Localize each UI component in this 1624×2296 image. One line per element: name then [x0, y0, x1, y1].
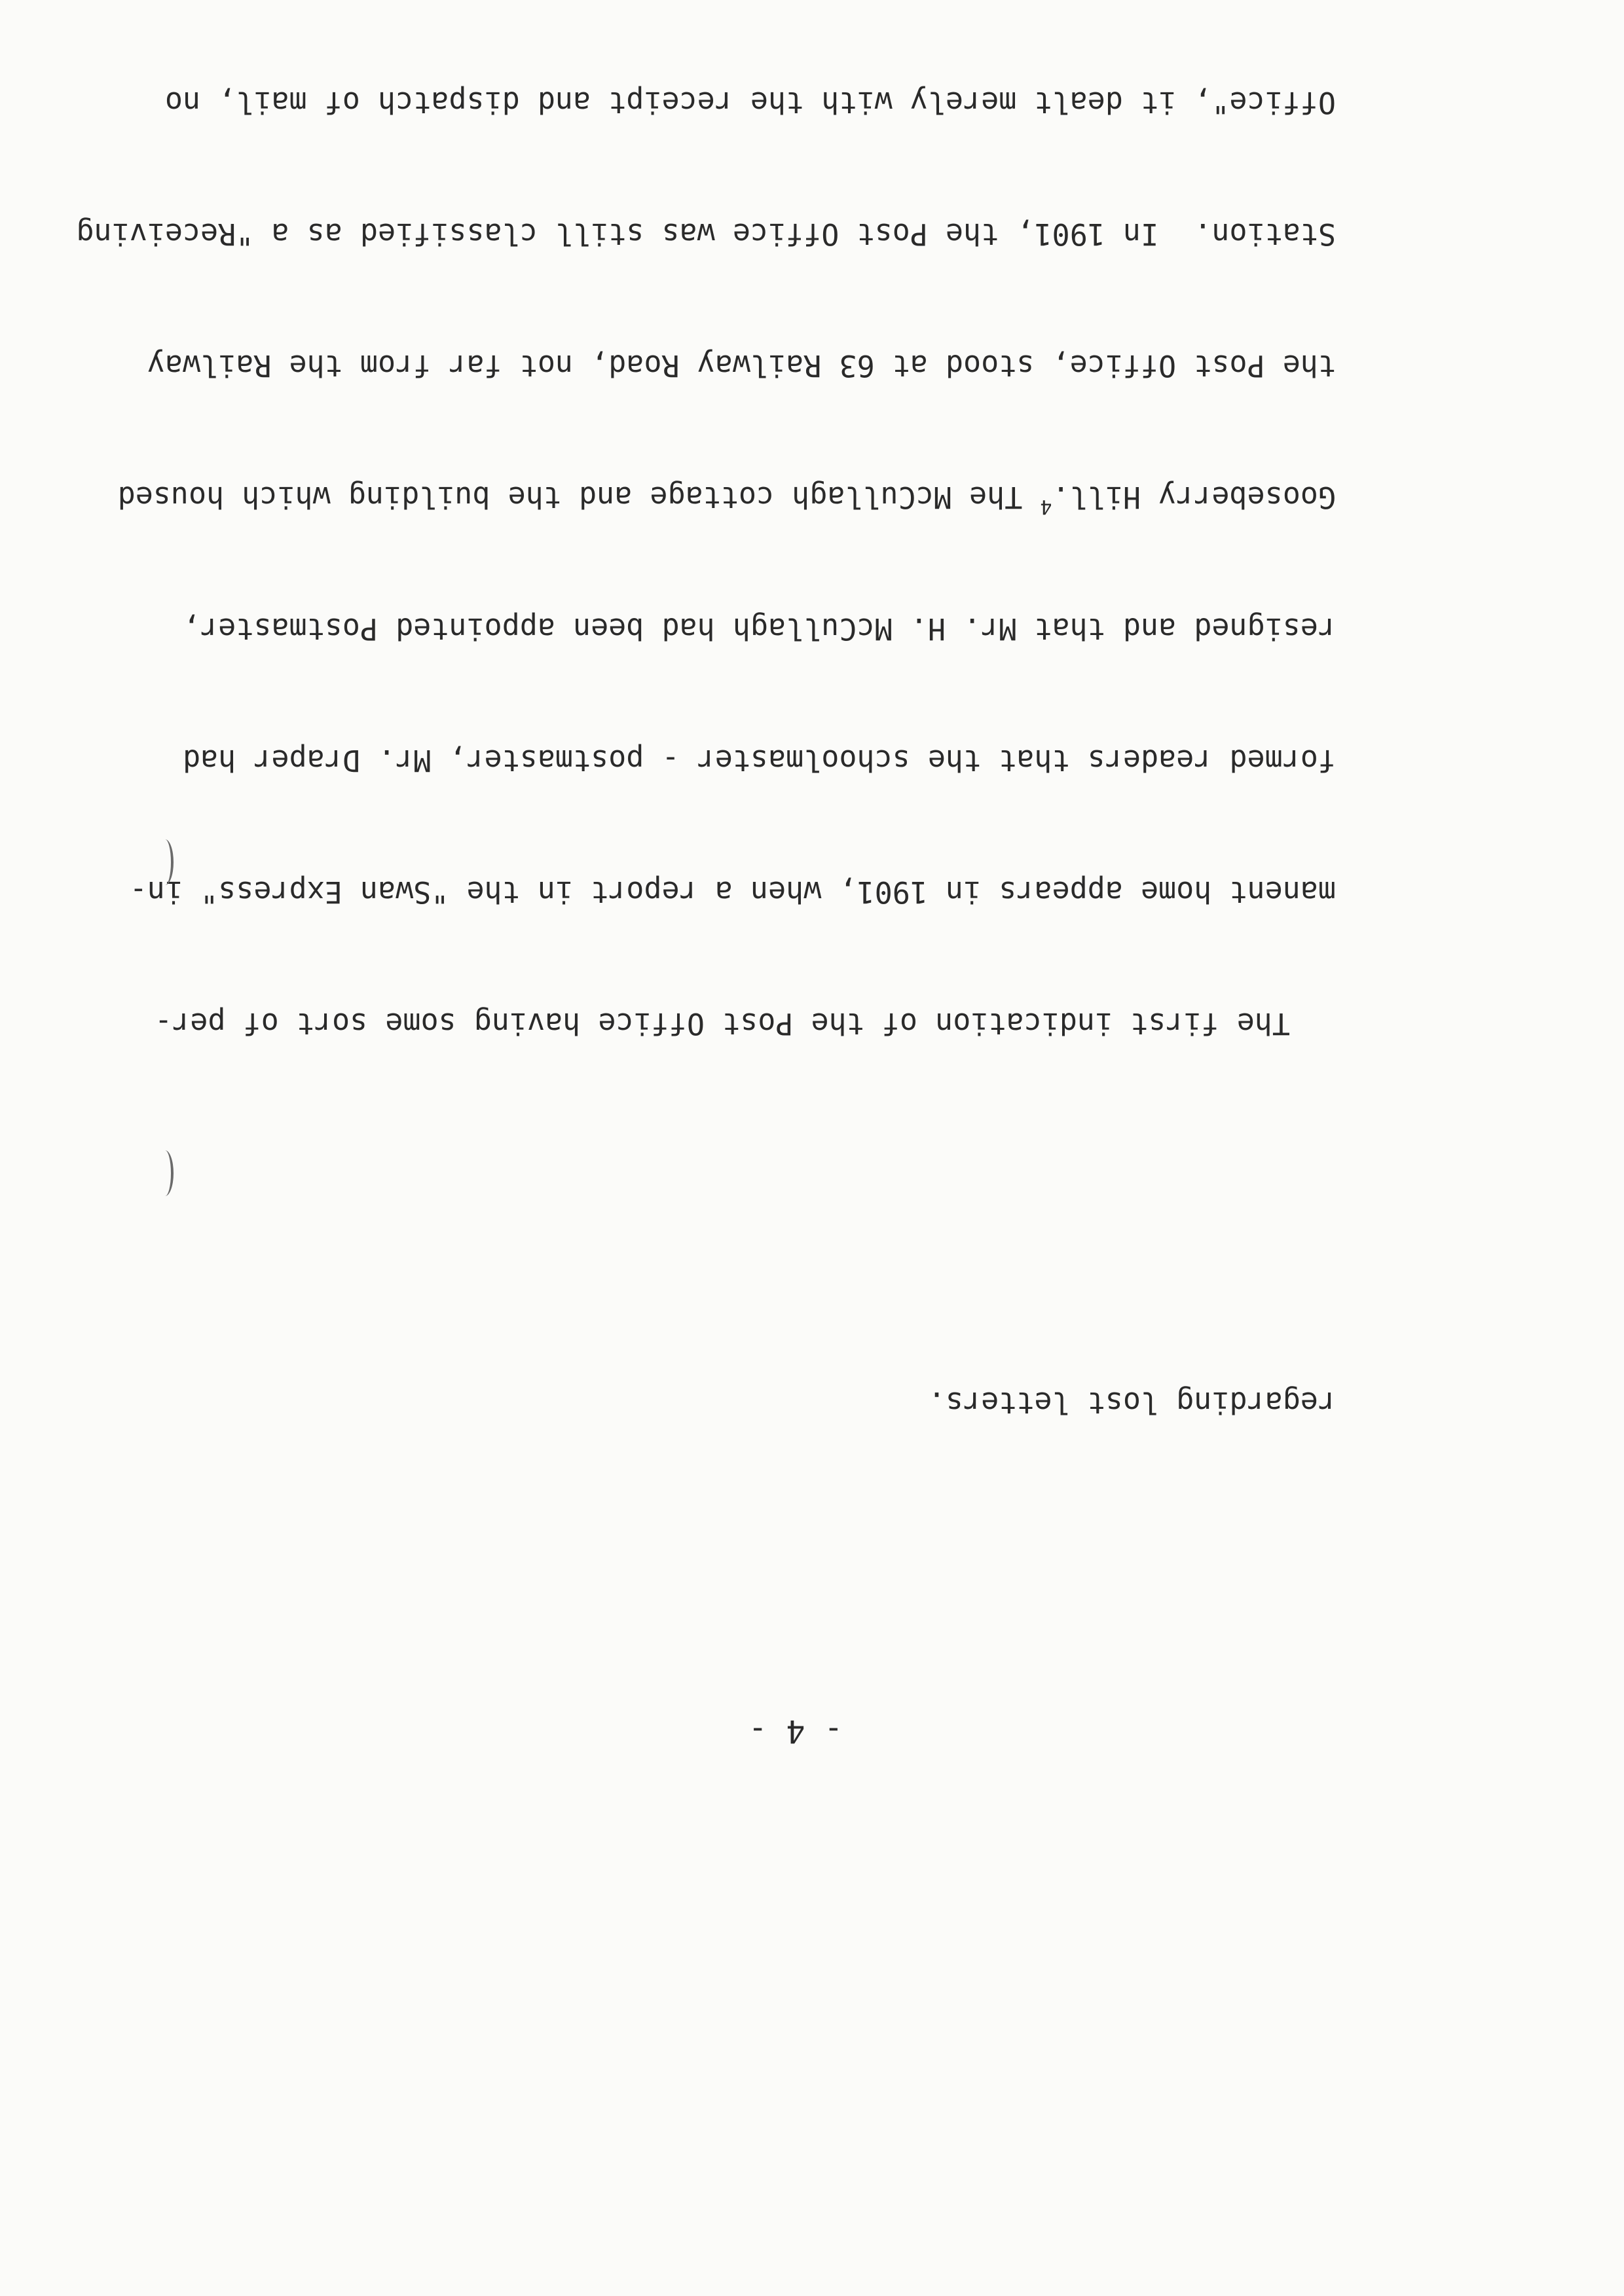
- text-fragment: The McCullagh cottage and the building which housed: [117, 480, 1041, 515]
- text-line: The first indication of the Post Office having some sort of per-: [155, 1006, 1290, 1041]
- text-line: regarding lost letters.: [927, 1385, 1336, 1420]
- punch-hole-mark: [157, 1150, 174, 1196]
- text-line: the Post Office, stood at 63 Railway Road, not far from the Railway: [147, 348, 1336, 383]
- text-line: formed readers that the schoolmaster - postmaster, Mr. Draper had: [183, 743, 1336, 778]
- page-number: - 4 -: [748, 1713, 843, 1749]
- text-line: resigned and that Mr. H. McCullagh had been appointed Postmaster,: [183, 611, 1336, 646]
- typed-text-body: [59, 0, 1336, 1556]
- text-line: Station. In 1901, the Post Office was still classified as a "Receiving: [76, 217, 1336, 251]
- punch-hole-mark: [157, 839, 174, 885]
- footnote-ref: 4: [1040, 495, 1052, 518]
- text-line: [59, 475, 1336, 519]
- text-line: manent home appears in 1901, when a report in the "Swan Express" in-: [129, 875, 1336, 909]
- text-line: Office", it dealt merely with the receipt and dispatch of mail, no: [164, 85, 1336, 120]
- paragraph-gap: [59, 1177, 1336, 1249]
- text-fragment: Gooseberry Hill.: [1052, 480, 1336, 515]
